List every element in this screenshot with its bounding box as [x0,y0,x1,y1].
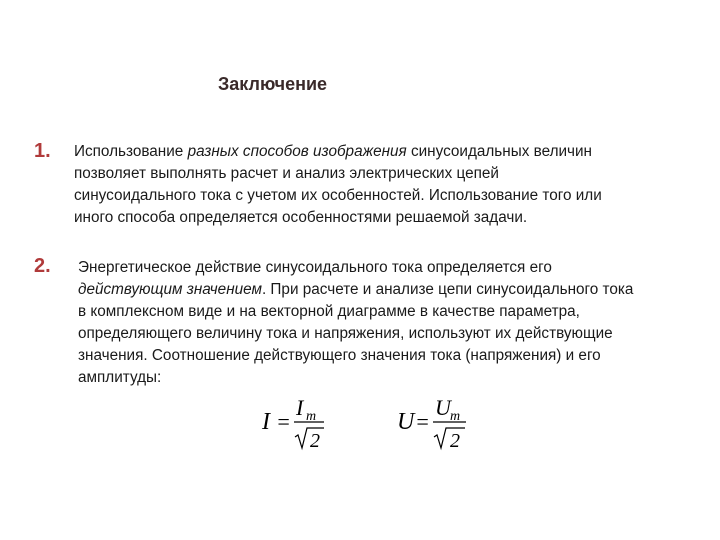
text-line: синусоидального тока с учетом их особенностей. Использование того или [74,187,602,204]
formula-current-den: 2 [310,430,320,452]
emphasis: действующим значением [78,281,262,298]
text-line: в комплексном виде и на векторной диаграмме в качестве параметра, [78,303,580,320]
svg-text:=: = [276,409,291,434]
formula-current [260,395,330,453]
formula-voltage-lhs: U [397,409,415,435]
item-text-2 [78,257,688,389]
formula-current-lhs: I [262,409,270,435]
text-line: Энергетическое действие синусоидального тока определяется его [78,259,552,276]
formula-voltage-num: U [435,395,451,420]
text-line: значения. Соотношение действующего значения тока (напряжения) и его [78,347,601,364]
text-line: амплитуды: [78,369,162,386]
formula-voltage [395,395,470,453]
text-line: Использование разных способов изображения синусоидальных величин [74,143,592,160]
formula-current-sub: m [306,409,317,424]
item-number-2: 2. [34,255,51,277]
formula-voltage-sub: m [450,409,461,424]
slide-title: Заключение [218,74,328,94]
item-number-1: 1. [34,140,51,162]
svg-text:=: = [415,409,430,434]
text-line: позволяет выполнять расчет и анализ электрических цепей [74,165,499,182]
text-line: действующим значением. При расчете и анализе цепи синусоидального тока [78,281,634,298]
item-text-1 [74,141,674,229]
formula-voltage-den: 2 [450,430,460,452]
text-line: определяющего величину тока и напряжения, используют их действующие [78,325,613,342]
formula-current-num: I [296,395,304,420]
emphasis: разных способов изображения [187,143,407,160]
text-line: иного способа определяется особенностями решаемой задачи. [74,209,528,226]
